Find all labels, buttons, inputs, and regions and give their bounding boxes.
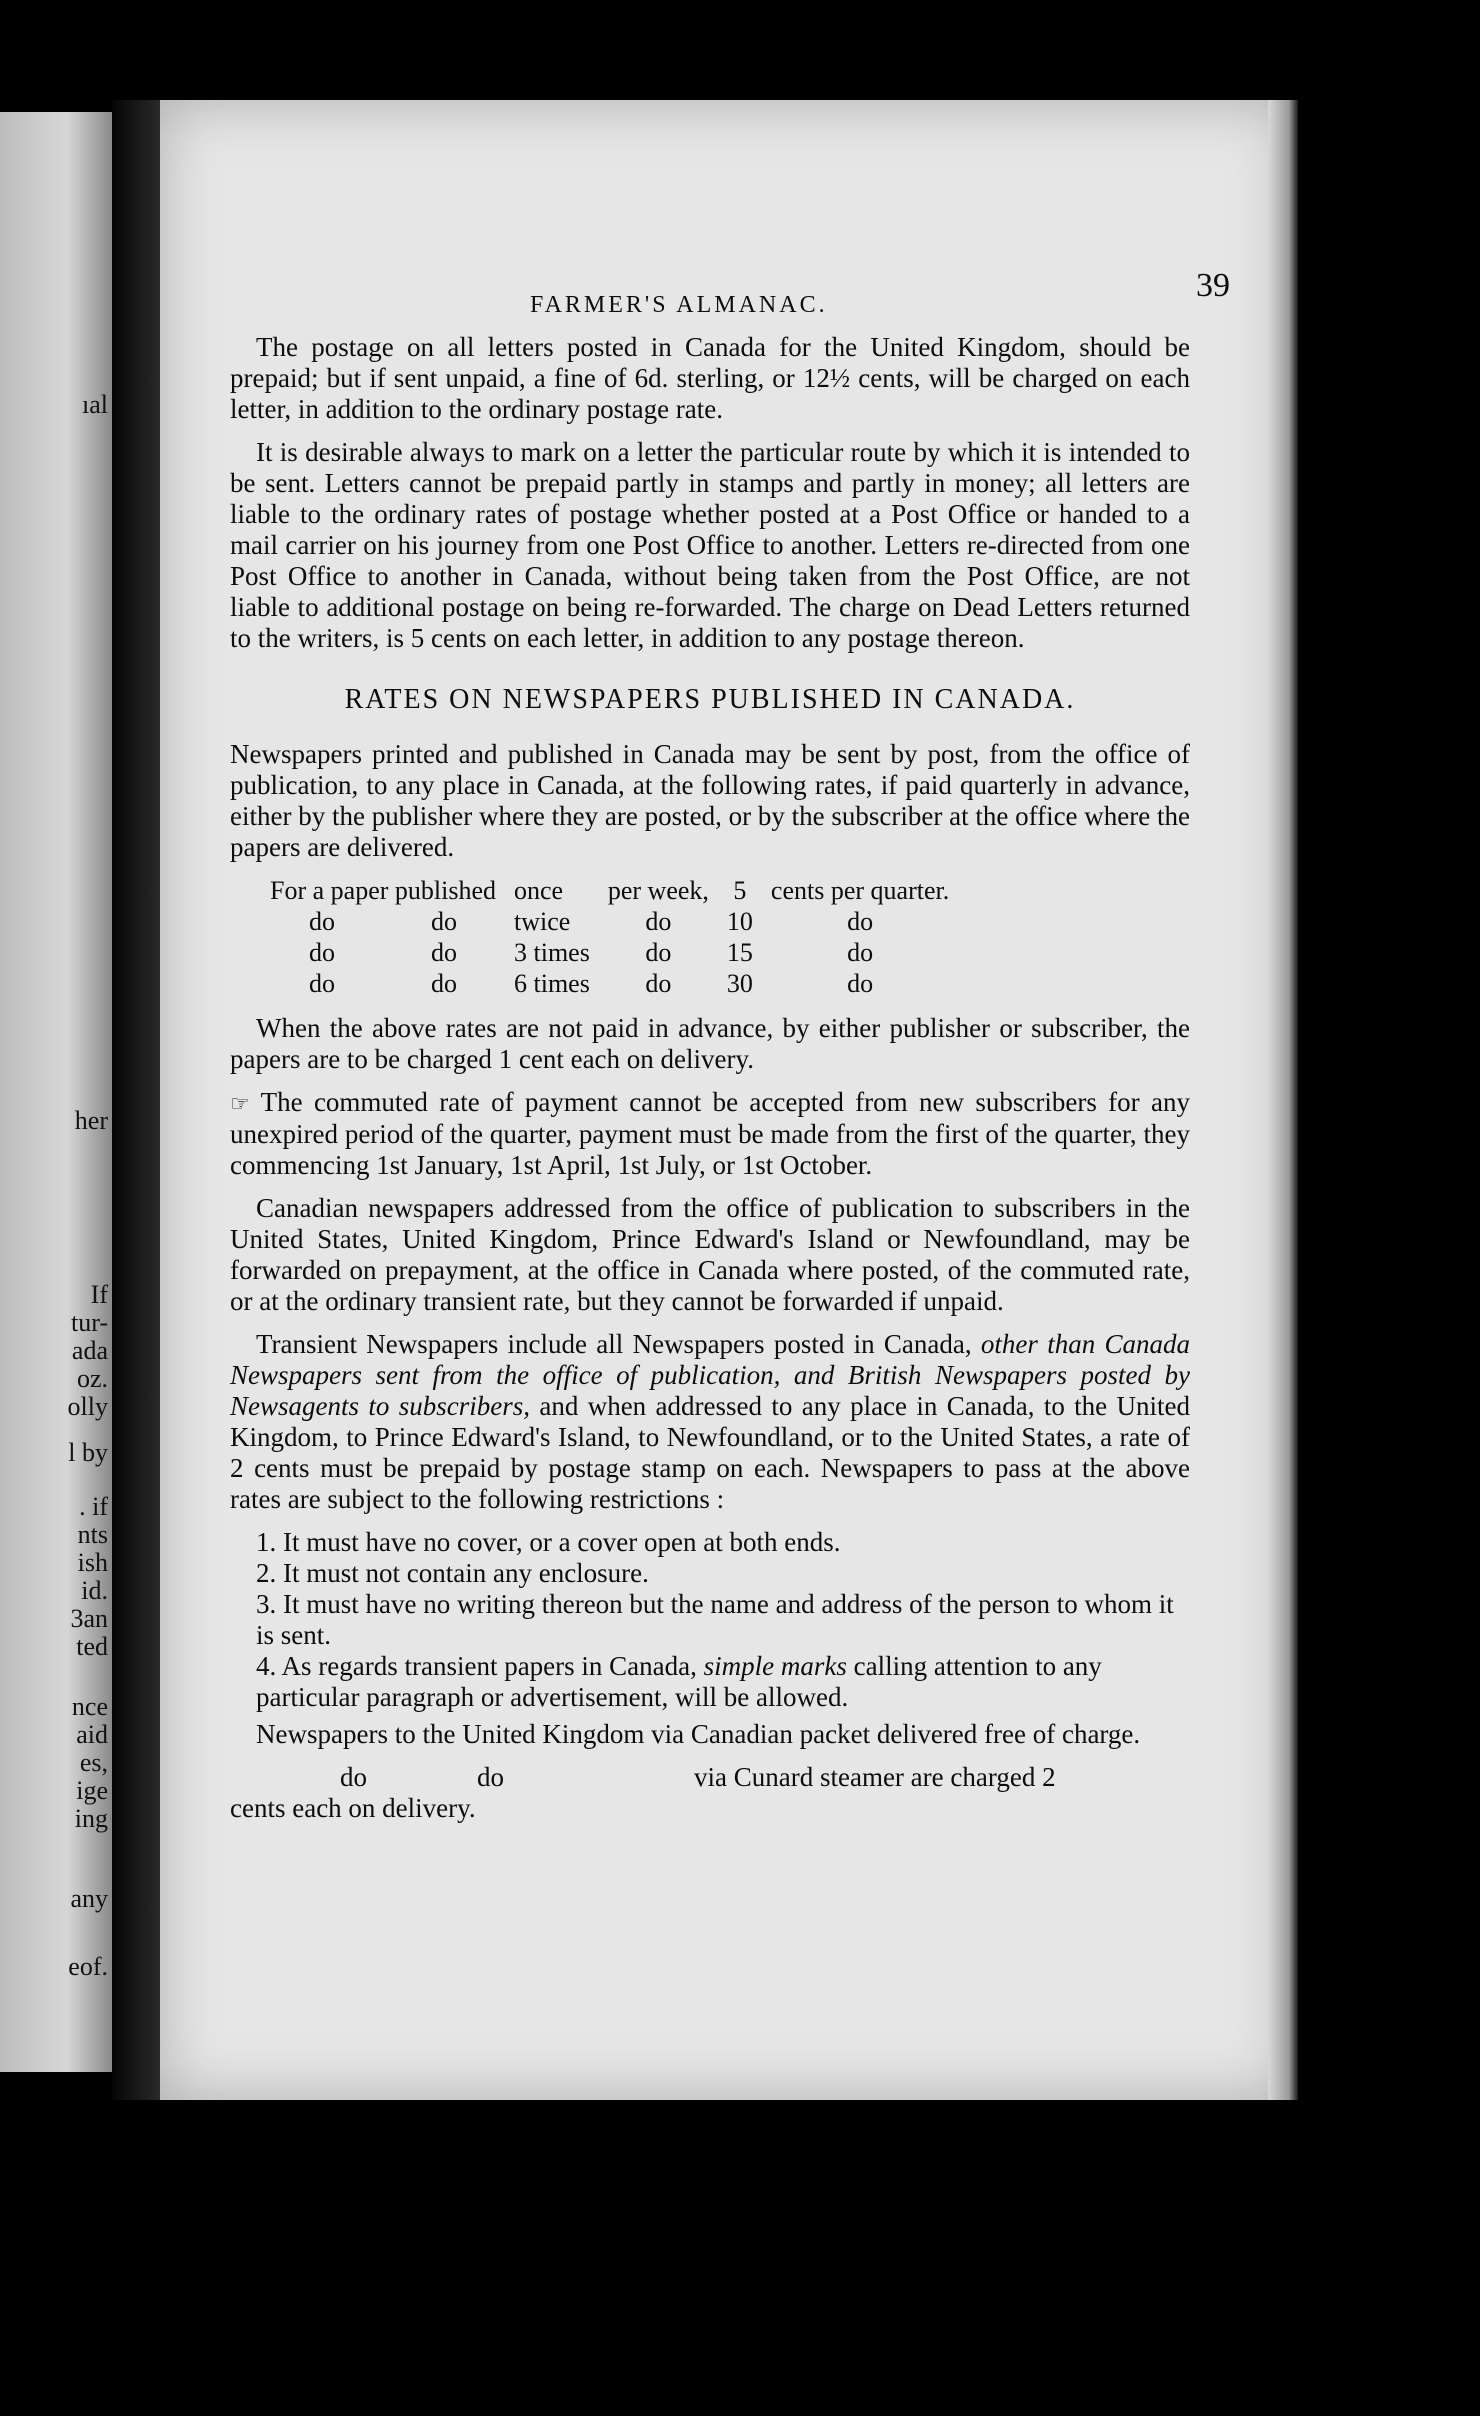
restriction-item — [256, 1651, 1190, 1713]
rates-cell: do — [431, 907, 457, 936]
left-page-edge — [0, 112, 112, 2072]
restriction4-tail: calling attention to any particular paragraph or advertisement, will be allowed. — [256, 1651, 1102, 1712]
rates-cell: 6 times — [514, 969, 590, 998]
ditto-mark: do — [477, 1762, 504, 1792]
rates-cell: 3 times — [514, 938, 590, 967]
rates-cell: do — [431, 938, 457, 967]
rates-cell: do — [645, 938, 672, 967]
left-page-fragment: her — [74, 1106, 108, 1135]
pointing-hand-icon: ☞ — [230, 1091, 250, 1116]
rates-cell: do — [847, 969, 874, 998]
left-page-fragment: ing — [74, 1804, 108, 1833]
paragraph-newspapers-intro: Newspapers printed and published in Canada may be sent by post, from the office of publication, to any place in Canada, at the following rates, if paid quarterly in advance, either by the publisher where they are posted, or by the subscriber at the office where the papers are delivered. — [230, 739, 1190, 862]
paragraph-postage-uk: The postage on all letters posted in Canada for the United Kingdom, should be prepaid; but if sent unpaid, a fine of 6d. sterling, or 12½ cents, will be charged on each letter, in addition to the ordinary postage rate. — [230, 332, 1190, 424]
restriction-item: 2. It must not contain any enclosure. — [256, 1558, 649, 1588]
rates-table — [270, 875, 967, 999]
restriction4-italic: simple marks — [703, 1651, 847, 1681]
page-number: 39 — [1196, 267, 1230, 304]
left-page-fragment: 3an — [70, 1604, 108, 1633]
rates-cell: do — [431, 969, 457, 998]
rates-cell: do — [645, 969, 672, 998]
left-page-fragment: ıal — [82, 390, 108, 419]
left-page-fragment: es, — [79, 1748, 108, 1777]
running-head — [230, 267, 1230, 320]
paragraph-not-paid: When the above rates are not paid in advance, by either publisher or subscriber, the papers are to be charged 1 cent each on delivery. — [230, 1013, 1190, 1074]
left-page-fragment: eof. — [68, 1952, 108, 1981]
cunard-text: via Cunard steamer are charged 2 — [694, 1762, 1056, 1792]
left-page-fragment: oz. — [76, 1364, 108, 1393]
left-page-fragment: ige — [76, 1776, 108, 1805]
page-edge-shadow — [1268, 100, 1298, 2100]
rates-row — [270, 875, 967, 906]
left-page-fragment: If — [90, 1280, 108, 1309]
rates-cell: per week, — [607, 876, 709, 905]
rates-cell: 5 — [733, 876, 747, 905]
rates-cell: do — [645, 907, 672, 936]
transient-italic: other than Canada Newspapers sent from the office of publication, and British Newspapers posted by Newsagents to subscribers, — [230, 1329, 1190, 1421]
rates-cell: do — [847, 907, 874, 936]
left-page-fragment: olly — [67, 1392, 108, 1421]
left-page-fragment: ish — [77, 1548, 108, 1577]
book-gutter — [112, 100, 160, 2100]
cunard-line — [230, 1762, 1190, 1793]
paragraph-transient — [230, 1329, 1190, 1515]
running-title: FARMER'S ALMANAC. — [530, 292, 828, 318]
paragraph-uk-packet: Newspapers to the United Kingdom via Canadian packet delivered free of charge. — [256, 1719, 1141, 1749]
left-page-fragment: id. — [81, 1576, 108, 1605]
rates-cell: do — [309, 938, 335, 967]
left-page-fragment: nce — [71, 1692, 108, 1721]
paragraph-canadian-newspapers: Canadian newspapers addressed from the office of publication to subscribers in the United States, United Kingdom, Prince Edward's Island or Newfoundland, may be forwarded on prepayment, at the office in Canada where posted, of the commuted rate, or at the ordinary transient rate, but they cannot be forwarded if unpaid. — [230, 1193, 1190, 1316]
rates-row — [270, 906, 967, 937]
rates-cell: do — [309, 969, 335, 998]
left-page-fragment: nts — [77, 1520, 108, 1549]
left-page-fragment: ted — [76, 1632, 108, 1661]
rates-cell: twice — [514, 907, 571, 936]
left-page-fragment: . if — [79, 1492, 108, 1521]
transient-tail: and when addressed to any place in Canada, to the United Kingdom, to Prince Edward's Island, to Newfoundland, or to the United States, a rate of 2 cents must be prepaid by postage stamp on each. Newspapers to pass at the above rates are subject to the following restrictions : — [230, 1391, 1191, 1514]
ditto-mark: do — [340, 1762, 367, 1792]
transient-lead: Transient Newspapers include all Newspapers posted in Canada, — [256, 1329, 972, 1359]
left-page-fragment: l by — [68, 1438, 108, 1467]
rates-cell: 15 — [726, 938, 753, 967]
restriction-item: 3. It must have no writing thereon but the name and address of the person to whom it is sent. — [256, 1589, 1174, 1650]
cunard-continuation: cents each on delivery. — [230, 1793, 476, 1823]
page-content — [230, 267, 1230, 1824]
rates-cell: do — [847, 938, 874, 967]
rates-cell: once — [514, 876, 564, 905]
rates-row — [270, 968, 967, 999]
rates-row — [270, 937, 967, 968]
rates-cell: cents per quarter. — [770, 876, 950, 905]
restriction4-lead: 4. As regards transient papers in Canada, — [256, 1651, 697, 1681]
section-heading: RATES ON NEWSPAPERS PUBLISHED IN CANADA. — [344, 684, 1076, 715]
left-page-fragment: tur- — [70, 1308, 108, 1337]
left-page-fragment: aid — [76, 1720, 108, 1749]
rates-cell: 30 — [726, 969, 753, 998]
rates-cell: 10 — [726, 907, 753, 936]
commuted-rate-text: The commuted rate of payment cannot be accepted from new subscribers for any unexpired period of the quarter, payment must be made from the first of the quarter, they commencing 1st January, 1st April, 1st July, or 1st October. — [230, 1087, 1191, 1180]
paragraph-route-marking: It is desirable always to mark on a letter the particular route by which it is intended to be sent. Letters cannot be prepaid partly in stamps and partly in money; all letters are liable to the ordinary rates of postage whether posted at a Post Office or handed to a mail carrier on his journey from one Post Office to another. Letters re-directed from one Post Office to another in Canada, without being taken from the Post Office, are not liable to additional postage on being re-forwarded. The charge on Dead Letters returned to the writers, is 5 cents on each letter, in addition to any postage thereon. — [230, 437, 1190, 653]
restriction-item: 1. It must have no cover, or a cover open at both ends. — [256, 1527, 841, 1557]
rates-cell: do — [309, 907, 335, 936]
rates-cell: For a paper published — [270, 876, 497, 905]
left-page-fragment: any — [70, 1884, 108, 1913]
left-page-fragment: ada — [71, 1336, 108, 1365]
restrictions-list — [230, 1527, 1190, 1713]
paragraph-commuted-rate — [230, 1087, 1190, 1181]
